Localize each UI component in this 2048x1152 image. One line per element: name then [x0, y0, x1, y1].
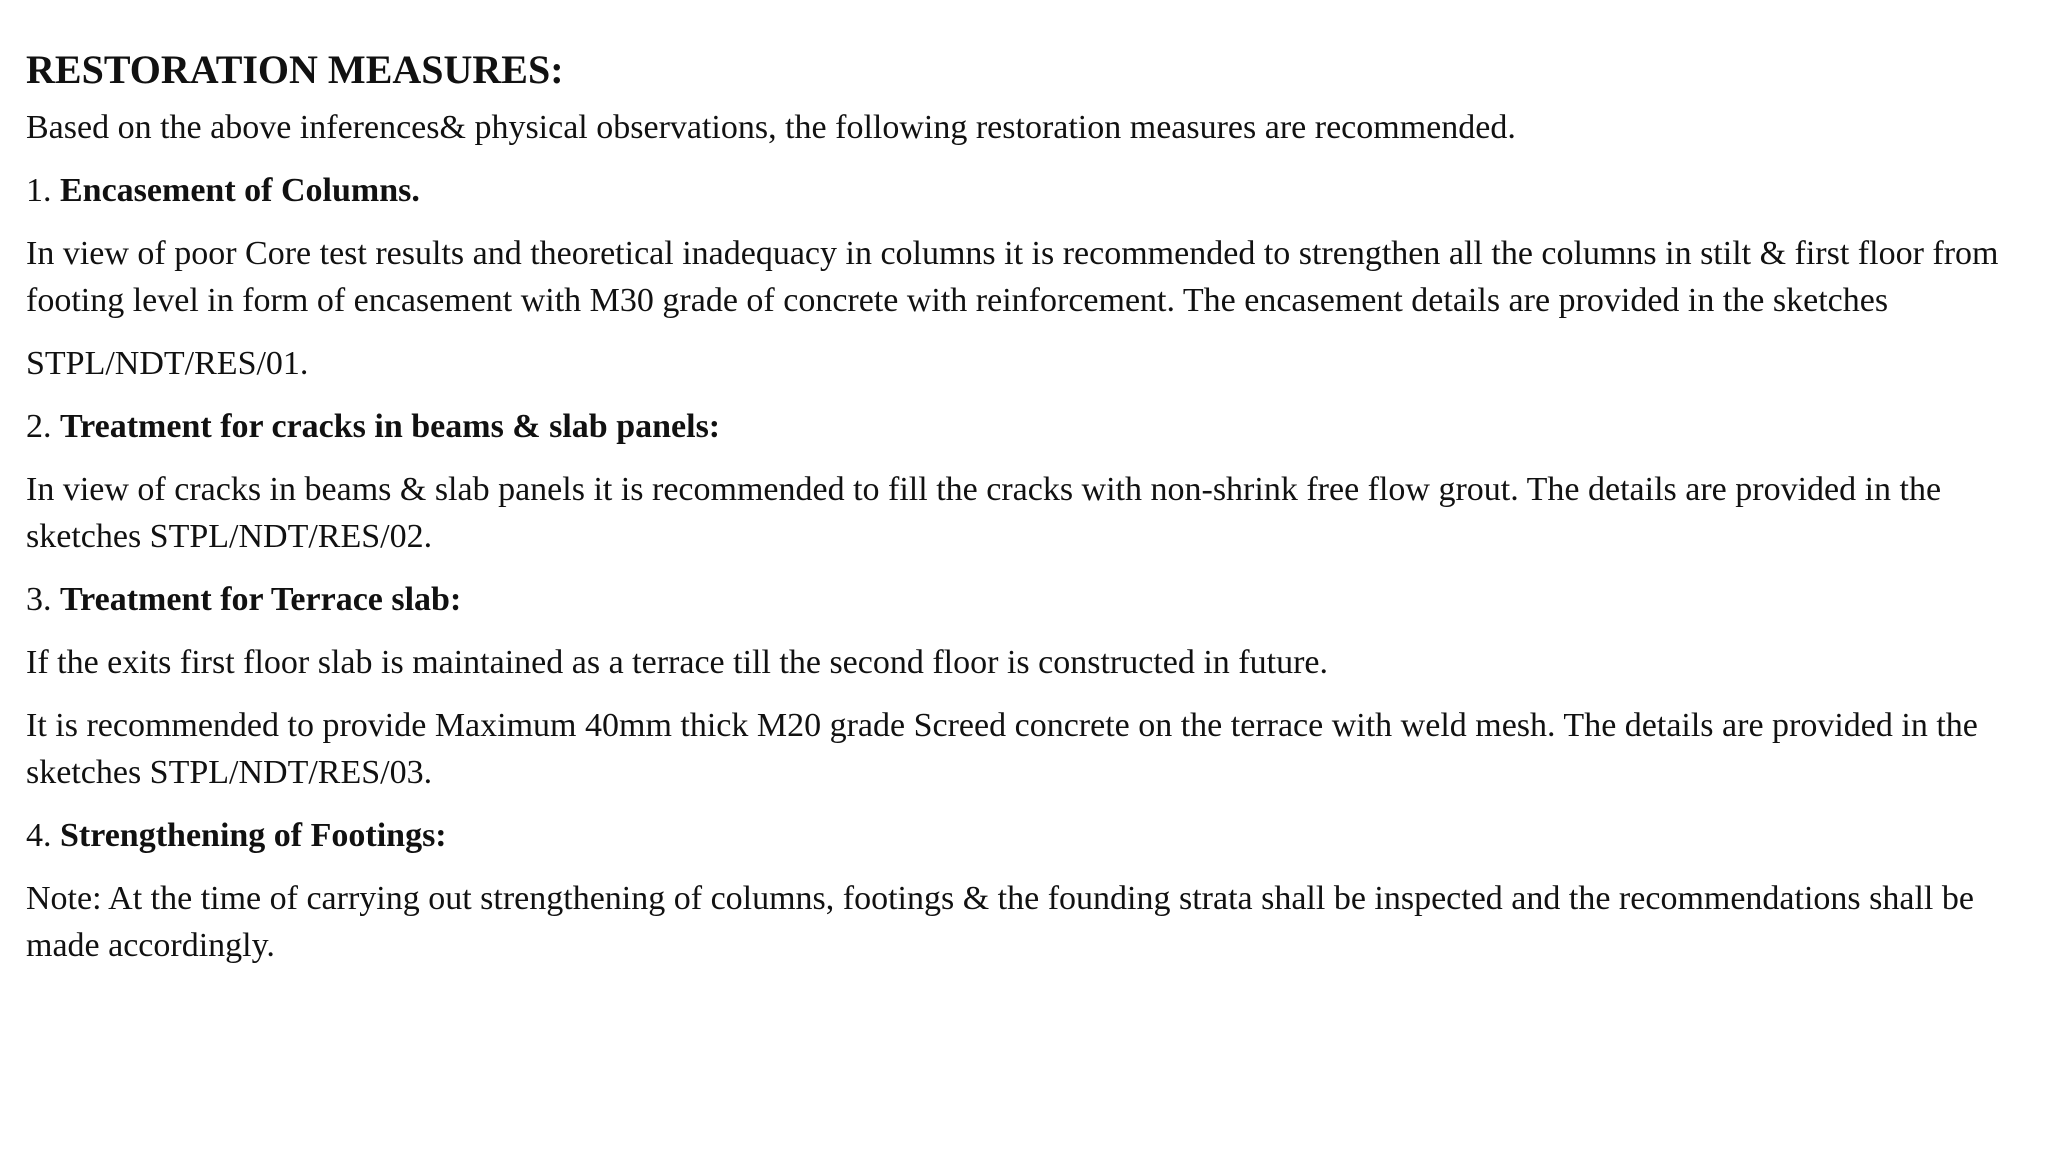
note-paragraph: Note: At the time of carrying out strengthening of columns, footings & the founding strata shall be inspected and the recommendations shall be made accordingly. — [26, 880, 1974, 964]
section-title: Strengthening of Footings: — [60, 817, 447, 854]
section-paragraph: If the exits first floor slab is maintained as a terrace till the second floor is constructed in future. — [26, 644, 1328, 681]
section-heading-strengthening-of-footings — [26, 812, 2016, 859]
section-paragraph: In view of cracks in beams & slab panels it is recommended to fill the cracks with non-shrink free flow grout. The details are provided in the sketches STPL/NDT/RES/02. — [26, 471, 1942, 555]
section-heading-treatment-for-cracks — [26, 403, 2016, 450]
section-title: Treatment for cracks in beams & slab panels: — [60, 408, 721, 445]
section-heading-treatment-for-terrace-slab — [26, 576, 2016, 623]
section-title: Treatment for Terrace slab: — [60, 581, 462, 618]
section-paragraph: In view of poor Core test results and theoretical inadequacy in columns it is recommended to strengthen all the columns in stilt & first floor from footing level in form of encasement with M30 grade of concrete with reinforcement. The encasement details are provided in the sketches — [26, 235, 1999, 319]
intro-paragraph: Based on the above inferences& physical observations, the following restoration measures are recommended. — [26, 109, 1516, 146]
section-heading-encasement-of-columns — [26, 167, 2016, 214]
page-title: RESTORATION MEASURES: — [26, 47, 564, 92]
section-title: Encasement of Columns. — [60, 172, 420, 209]
section-paragraph: It is recommended to provide Maximum 40mm thick M20 grade Screed concrete on the terrace with weld mesh. The details are provided in the sketches STPL/NDT/RES/03. — [26, 707, 1978, 791]
sketch-reference: STPL/NDT/RES/01. — [26, 345, 309, 382]
section-number: 2. — [26, 408, 52, 445]
section-number: 1. — [26, 172, 52, 209]
section-number: 3. — [26, 581, 52, 618]
section-number: 4. — [26, 817, 52, 854]
document-body — [26, 44, 2016, 985]
